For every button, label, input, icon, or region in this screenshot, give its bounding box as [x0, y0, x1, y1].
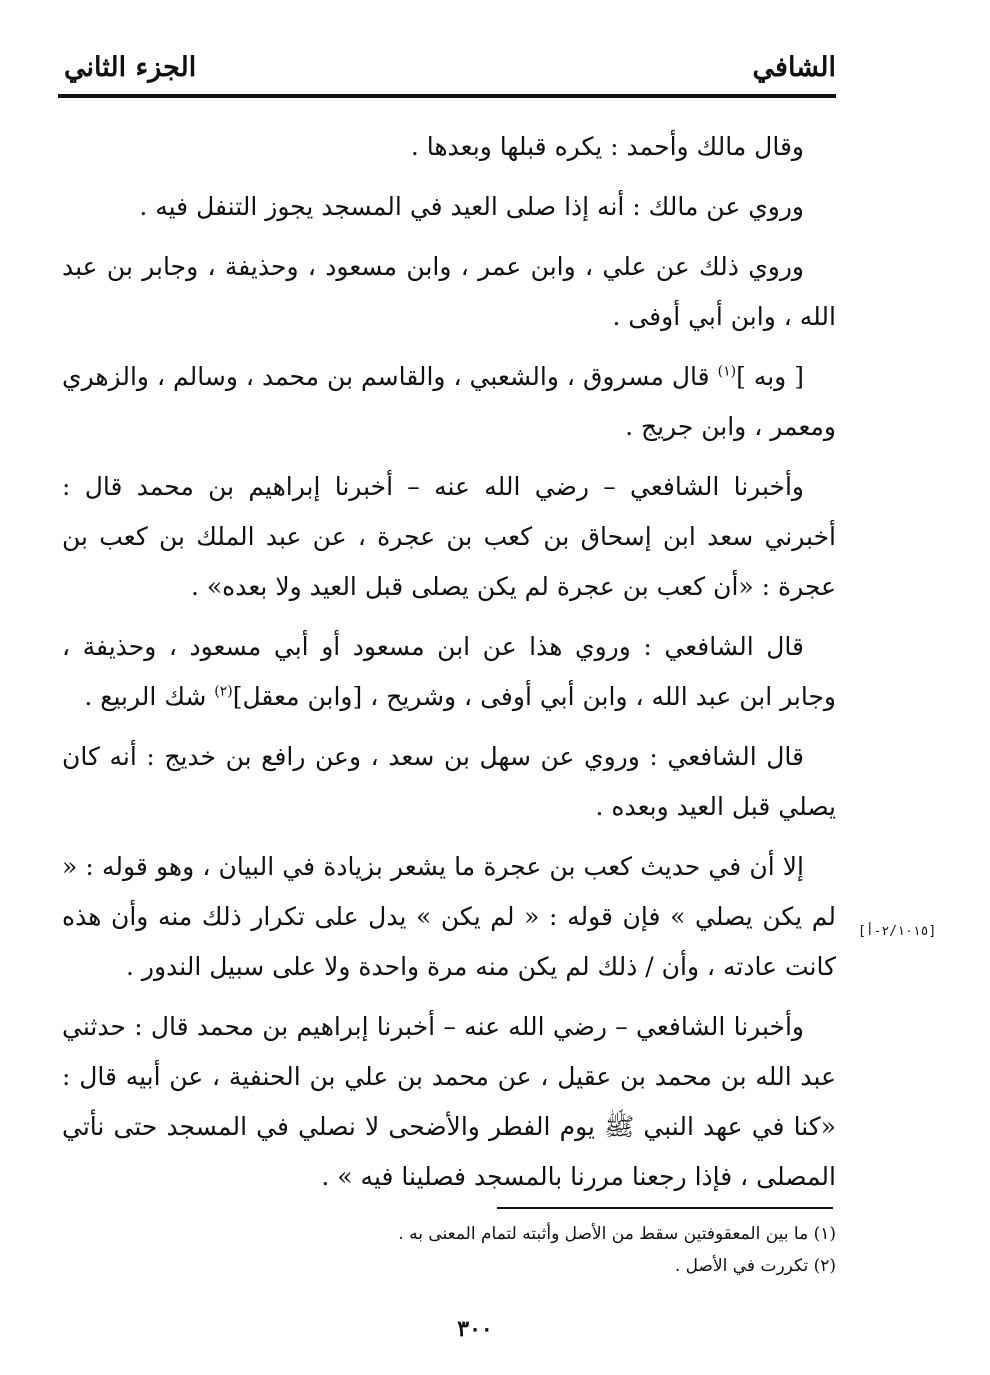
- paragraph: وروي ذلك عن علي ، وابن عمر ، وابن مسعود ، وحذيفة ، وجابر بن عبد الله ، وابن أبي أوفى .: [62, 252, 836, 331]
- book-title: الشافي: [752, 52, 836, 83]
- paragraph: وقال مالك وأحمد : يكره قبلها وبعدها .: [410, 132, 804, 161]
- footnote: (٢) تكررت في الأصل .: [674, 1256, 836, 1276]
- paragraph-text: [ وبه ]: [736, 362, 804, 391]
- main-text: [62, 122, 836, 1202]
- footnote-ref: (١): [717, 363, 737, 380]
- footnote: (١) ما بين المعقوفتين سقط من الأصل وأثبته لتمام المعنى به .: [398, 1224, 836, 1244]
- part-title: الجزء الثاني: [64, 52, 197, 83]
- paragraph: وأخبرنا الشافعي – رضي الله عنه – أخبرنا إبراهيم بن محمد قال : حدثني عبد الله بن محمد بن عقيل ، عن محمد بن علي بن الحنفية ، عن أبيه قال : «كنا في عهد النبي ﷺ يوم الفطر والأضحى لا نصلي في المسجد حتى نأتي المصلى ، فإذا رجعنا مررنا بالمسجد فصلينا فيه » .: [62, 1012, 836, 1191]
- paragraph: إلا أن في حديث كعب بن عجرة ما يشعر بزيادة في البيان ، وهو قوله : « لم يكن يصلي » فإن قوله : « لم يكن » يدل على تكرار ذلك منه وأن هذه كانت عادته ، وأن / ذلك لم يكن منه مرة واحدة ولا على سبيل الندور .: [62, 852, 836, 981]
- header-rule: [58, 94, 836, 98]
- paragraph: [62, 352, 836, 452]
- page-number: ٣٠٠: [457, 1316, 493, 1342]
- running-header: [58, 48, 836, 98]
- paragraph: وأخبرنا الشافعي – رضي الله عنه – أخبرنا إبراهيم بن محمد قال : أخبرني سعد ابن إسحاق بن كعب بن عجرة ، عن عبد الملك بن كعب بن عجرة : «أن كعب بن عجرة لم يكن يصلى قبل العيد ولا بعده» .: [62, 472, 836, 601]
- footnotes: [236, 1218, 836, 1282]
- paragraph: [62, 622, 836, 722]
- footnote-rule: [497, 1207, 833, 1209]
- paragraph-text: قال الشافعي : وروي هذا عن ابن مسعود أو أبي مسعود ، وحذيفة ، وجابر ابن عبد الله ، وابن أبي أوفى ، وشريح ، [وابن معقل]: [62, 632, 836, 711]
- paragraph-text: قال مسروق ، والشعبي ، والقاسم بن محمد ، وسالم ، والزهري ومعمر ، وابن جريج .: [62, 362, 836, 441]
- manuscript-folio-note: [٢/١٠١٥-أ]: [858, 924, 937, 939]
- paragraph: قال الشافعي : وروي عن سهل بن سعد ، وعن رافع بن خديج : أنه كان يصلي قبل العيد وبعده .: [62, 742, 836, 821]
- paragraph-text: شك الربيع .: [84, 682, 215, 711]
- footnote-ref: (٢): [214, 683, 233, 700]
- paragraph: وروي عن مالك : أنه إذا صلى العيد في المسجد يجوز التنفل فيه .: [139, 192, 804, 221]
